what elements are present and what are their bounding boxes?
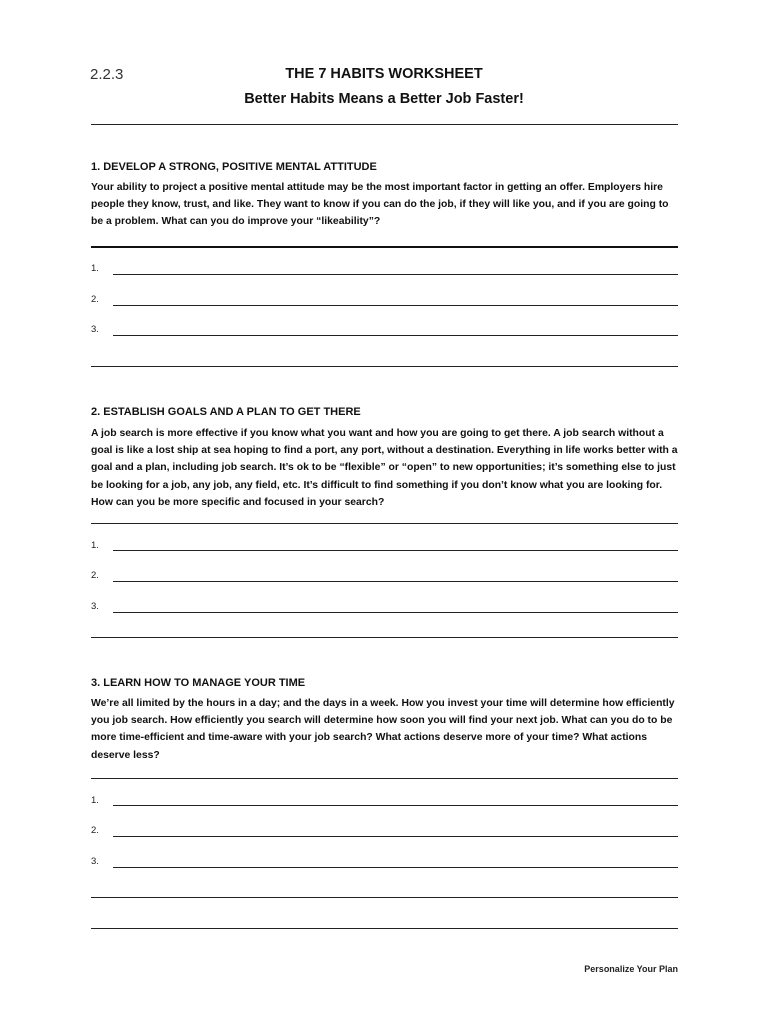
section-3-answer-2-number: 2.	[91, 825, 99, 836]
section-1-heading: 1. DEVELOP A STRONG, POSITIVE MENTAL ATTITUDE	[91, 161, 377, 173]
section-2-answer-3-line[interactable]	[113, 612, 678, 613]
section-3-bottom-rule	[91, 928, 678, 929]
section-1-answer-2-number: 2.	[91, 294, 99, 305]
section-3-answer-3-line[interactable]	[113, 867, 678, 868]
section-1-answer-1-number: 1.	[91, 263, 99, 274]
section-1-answer-2-line[interactable]	[113, 305, 678, 306]
section-2-answer-2-line[interactable]	[113, 581, 678, 582]
section-1-answer-1-line[interactable]	[113, 274, 678, 275]
section-1-top-rule	[91, 246, 678, 248]
section-2-answer-1-line[interactable]	[113, 550, 678, 551]
section-2-top-rule	[91, 523, 678, 524]
section-3-answer-1-number: 1.	[91, 795, 99, 806]
section-2-answer-2-number: 2.	[91, 570, 99, 581]
section-3-body: We’re all limited by the hours in a day; and the days in a week. How you invest your time will determine how efficiently you job search. How efficiently you search will determine how soon you will find your next job. What can you do to be more time-efficient and time-aware with your job search? What actions deserve more of your time? What actions deserve less?	[91, 698, 675, 761]
section-1-answer-3-line[interactable]	[113, 335, 678, 336]
section-1-bottom-rule	[91, 366, 678, 367]
section-3-answer-3-number: 3.	[91, 856, 99, 867]
worksheet-subtitle: Better Habits Means a Better Job Faster!	[244, 91, 524, 107]
section-3-extra-line[interactable]	[91, 897, 678, 898]
footer-text: Personalize Your Plan	[584, 964, 678, 974]
section-2-body: A job search is more effective if you know what you want and how you are going to get there. A job search without a goal is like a lost ship at sea hoping to find a port, any port, without a destination. Everything in life works better with a goal and a plan, including job search. It’s ok to be “flexible” or “open” to new opportunities; it’s something else to just be looking for a job, any job, any field, etc. It’s difficult to find something if you don’t know what you are looking for. How can you be more specific and focused in your search?	[91, 428, 678, 508]
worksheet-title: THE 7 HABITS WORKSHEET	[285, 66, 483, 82]
section-3-heading: 3. LEARN HOW TO MANAGE YOUR TIME	[91, 677, 306, 689]
header-divider	[91, 124, 678, 125]
section-1-body: Your ability to project a positive mental attitude may be the most important factor in getting an offer. Employers hire people they know, trust, and like. They want to know if you can do the job, if they will like you, and if you are going to be a problem. What can you do improve your “likeability”?	[91, 182, 669, 228]
section-3-top-rule	[91, 778, 678, 779]
section-3-answer-1-line[interactable]	[113, 805, 678, 806]
section-2-bottom-rule	[91, 637, 678, 638]
section-2-heading: 2. ESTABLISH GOALS AND A PLAN TO GET THERE	[91, 406, 361, 418]
document-number: 2.2.3	[90, 66, 124, 83]
section-2-answer-3-number: 3.	[91, 601, 99, 612]
section-1-answer-3-number: 3.	[91, 324, 99, 335]
section-2-answer-1-number: 1.	[91, 540, 99, 551]
section-3-answer-2-line[interactable]	[113, 836, 678, 837]
